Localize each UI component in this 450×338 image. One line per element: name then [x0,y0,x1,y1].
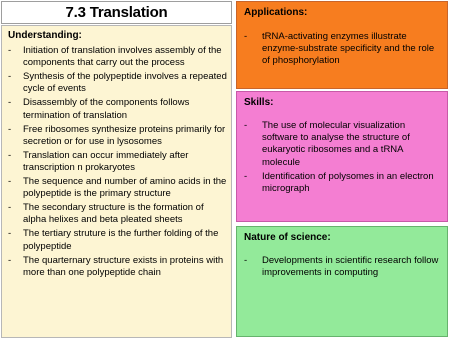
bullet-dash: - [8,123,12,135]
understanding-box [1,25,232,338]
nature-of-science-box [236,226,448,337]
understanding-item: - The tertiary struture is the further folding of the polypeptide [8,228,219,252]
applications-heading: Applications: [244,7,308,18]
bullet-dash: - [8,254,12,266]
bullet-dash: - [244,31,248,42]
page-title: 7.3 Translation [65,4,168,21]
bullet-dash: - [8,176,12,188]
bullet-dash: - [244,170,248,182]
bullet-dash: - [244,255,248,266]
bullet-dash: - [8,71,12,83]
bullet-dash: - [8,45,12,56]
understanding-item: - Free ribosomes synthesize proteins primarily for secretion or for use in lysosomes [8,123,226,147]
understanding-list [8,45,228,279]
skills-item: - The use of molecular visualization software to analyse the structure of eukaryotic ribosomes and a tRNA molecule [244,120,410,168]
understanding-item: - The sequence and number of amino acids in the polypeptide is the primary structure [8,176,227,200]
understanding-item: - The quarternary structure exists in proteins with more than one polypeptide chain [8,254,224,278]
applications-list [244,31,442,68]
applications-item: - tRNA-activating enzymes illustrate enzyme-substrate specificity and the role of phosphorylation [244,31,435,67]
bullet-dash: - [8,97,12,109]
understanding-heading: Understanding: [8,30,82,41]
understanding-item: - Synthesis of the polypeptide involves a repeated cycle of events [8,71,227,95]
skills-item: - Identification of polysomes in an electron micrograph [244,170,434,195]
understanding-item: - Translation can occur immediately after transcription n prokaryotes [8,149,189,174]
bullet-dash: - [8,149,12,161]
nature-of-science-item: - Developments in scientific research follow improvements in computing [244,255,439,279]
understanding-item: - Initiation of translation involves assembly of the components that carry out the process [8,45,222,69]
title-box [1,1,232,24]
nature-of-science-heading: Nature of science: [244,232,331,243]
understanding-item: - The secondary structure is the formation of alpha helixes and beta pleated sheets [8,202,204,226]
skills-box [236,91,448,222]
nature-of-science-list [244,255,442,279]
applications-box [236,1,448,89]
skills-list [244,120,442,195]
bullet-dash: - [8,202,12,214]
understanding-item: - Disassembly of the components follows termination of translation [8,97,190,121]
skills-heading: Skills: [244,97,274,108]
bullet-dash: - [8,228,12,240]
bullet-dash: - [244,120,248,131]
